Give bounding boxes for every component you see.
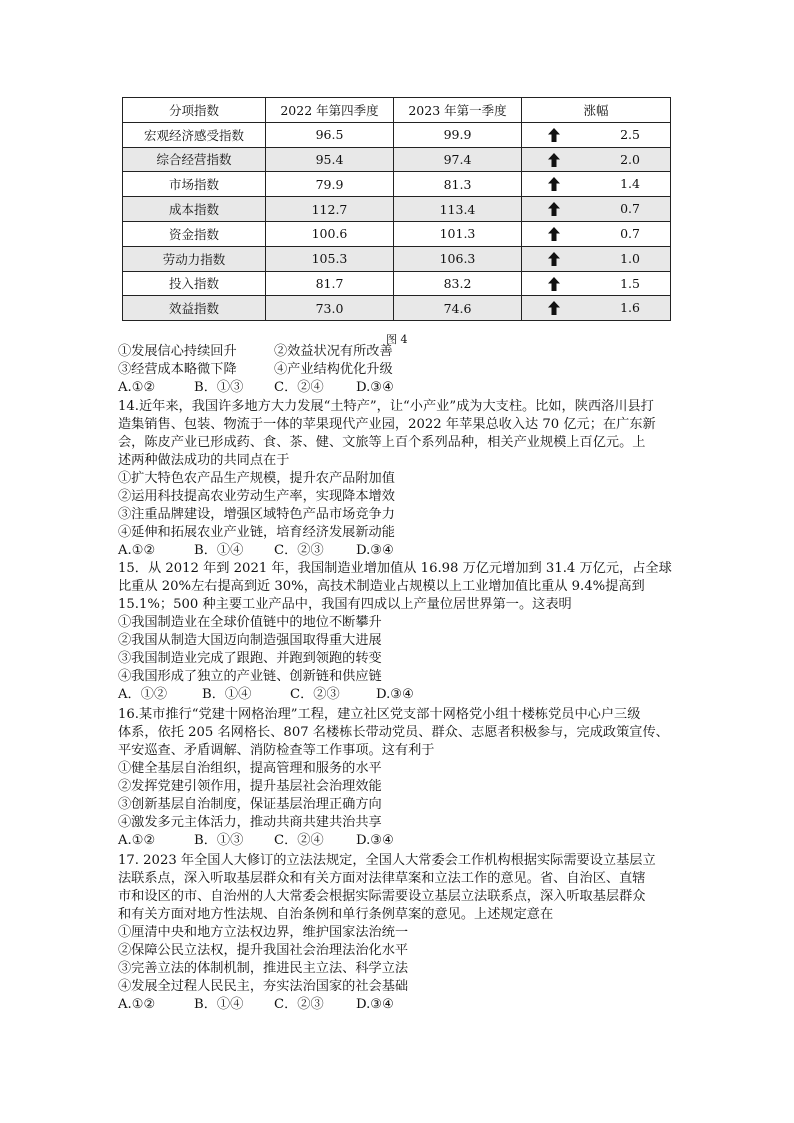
q15-option-d[interactable]: D.③④ bbox=[376, 687, 414, 702]
q13-option-c[interactable]: C．②④ bbox=[274, 380, 324, 395]
question-16 bbox=[118, 706, 678, 850]
q16-option-c[interactable]: C．②④ bbox=[274, 833, 324, 848]
q13-item: ③经营成本略微下降 bbox=[118, 362, 237, 377]
q17-item: ③完善立法的体制机制，推进民主立法、科学立法 bbox=[118, 961, 409, 976]
q16-item: ④激发多元主体活力，推动共商共建共治共享 bbox=[118, 815, 382, 830]
rise-cell bbox=[522, 197, 671, 222]
q17-option-d[interactable]: D.③④ bbox=[356, 997, 394, 1012]
q16-option-a[interactable]: A.①② bbox=[118, 833, 156, 848]
rise-value: 2.5 bbox=[620, 126, 640, 142]
question-15 bbox=[118, 560, 678, 704]
q14-option-a[interactable]: A.①② bbox=[118, 543, 156, 558]
q17-stem-line: 和有关方面对地方性法规、自治条例和单行条例草案的意见。上述规定意在 bbox=[118, 907, 554, 922]
table-row bbox=[123, 221, 671, 246]
index-2023q1-cell: 74.6 bbox=[394, 296, 522, 321]
index-2023q1-cell: 101.3 bbox=[394, 221, 522, 246]
rise-cell bbox=[522, 172, 671, 197]
index-table-container bbox=[122, 97, 670, 321]
q13-item: ④产业结构优化升级 bbox=[274, 362, 393, 377]
q13-items-row-1 bbox=[118, 343, 678, 361]
q15-option-c[interactable]: C．②③ bbox=[290, 687, 340, 702]
index-2023q1-cell: 97.4 bbox=[394, 147, 522, 172]
table-row bbox=[123, 197, 671, 222]
index-2022q4-cell: 100.6 bbox=[266, 221, 394, 246]
index-2022q4-cell: 73.0 bbox=[266, 296, 394, 321]
q17-option-a[interactable]: A.①② bbox=[118, 997, 156, 1012]
q16-item: ①健全基层自治组织，提高管理和服务的水平 bbox=[118, 761, 382, 776]
q17-item: ②保障公民立法权，提升我国社会治理法治化水平 bbox=[118, 943, 409, 958]
rise-value: 1.4 bbox=[620, 176, 640, 192]
q13-options bbox=[118, 379, 678, 397]
q15-item: ④我国形成了独立的产业链、创新链和供应链 bbox=[118, 669, 382, 684]
q14-options bbox=[118, 542, 678, 560]
q14-option-d[interactable]: D.③④ bbox=[356, 543, 394, 558]
up-arrow-icon bbox=[548, 128, 560, 142]
rise-cell bbox=[522, 221, 671, 246]
q14-item: ①扩大特色农产品生产规模，提升农产品附加值 bbox=[118, 471, 395, 486]
index-2022q4-cell: 95.4 bbox=[266, 147, 394, 172]
q16-option-b[interactable]: B．①③ bbox=[194, 833, 244, 848]
q15-option-b[interactable]: B．①④ bbox=[202, 687, 252, 702]
question-14 bbox=[118, 398, 678, 560]
q13-item: ②效益状况有所改善 bbox=[274, 344, 393, 359]
q16-option-d[interactable]: D.③④ bbox=[356, 833, 394, 848]
header-2023q1: 2023 年第一季度 bbox=[394, 98, 522, 123]
q15-stem-line: 比重从 20%左右提高到近 30%，高技术制造业占规模以上工业增加值比重从 9.4%提高到 bbox=[118, 579, 645, 594]
index-name-cell: 投入指数 bbox=[123, 271, 266, 296]
table-header-row bbox=[123, 98, 671, 123]
up-arrow-icon bbox=[548, 227, 560, 241]
q15-options bbox=[118, 686, 678, 704]
rise-value: 1.5 bbox=[620, 275, 640, 291]
up-arrow-icon bbox=[548, 277, 560, 291]
question-13 bbox=[118, 343, 678, 397]
header-category: 分项指数 bbox=[123, 98, 266, 123]
index-2023q1-cell: 81.3 bbox=[394, 172, 522, 197]
index-name-cell: 综合经营指数 bbox=[123, 147, 266, 172]
q13-items-row-2 bbox=[118, 361, 678, 379]
table-row bbox=[123, 246, 671, 271]
q16-stem-line: 体系，依托 205 名网格长、807 名楼栋长带动党员、群众、志愿者积极参与，完成政策宣传、 bbox=[118, 725, 669, 740]
q14-option-b[interactable]: B．①④ bbox=[194, 543, 244, 558]
index-name-cell: 成本指数 bbox=[123, 197, 266, 222]
q15-item: ①我国制造业在全球价值链中的地位不断攀升 bbox=[118, 615, 382, 630]
q13-item: ①发展信心持续回升 bbox=[118, 344, 237, 359]
index-2022q4-cell: 112.7 bbox=[266, 197, 394, 222]
up-arrow-icon bbox=[548, 177, 560, 191]
q15-stem-line: 15.1%；500 种主要工业产品中，我国有四成以上产量位居世界第一。这表明 bbox=[118, 597, 572, 612]
table-row bbox=[123, 172, 671, 197]
index-name-cell: 宏观经济感受指数 bbox=[123, 122, 266, 147]
index-name-cell: 市场指数 bbox=[123, 172, 266, 197]
rise-value: 0.7 bbox=[620, 225, 640, 241]
rise-cell bbox=[522, 122, 671, 147]
rise-value: 2.0 bbox=[620, 151, 640, 167]
table-row bbox=[123, 296, 671, 321]
rise-cell bbox=[522, 296, 671, 321]
index-2022q4-cell: 79.9 bbox=[266, 172, 394, 197]
header-2022q4: 2022 年第四季度 bbox=[266, 98, 394, 123]
index-2023q1-cell: 99.9 bbox=[394, 122, 522, 147]
index-2022q4-cell: 81.7 bbox=[266, 271, 394, 296]
q16-item: ③创新基层自治制度，保证基层治理正确方向 bbox=[118, 797, 382, 812]
q16-stem-line: 16.某市推行“党建十网格治理”工程，建立社区党支部十网格党小组十楼栋党员中心户三级 bbox=[118, 707, 641, 722]
index-2022q4-cell: 105.3 bbox=[266, 246, 394, 271]
table-row bbox=[123, 271, 671, 296]
header-rise: 涨幅 bbox=[522, 98, 671, 123]
index-name-cell: 劳动力指数 bbox=[123, 246, 266, 271]
q15-option-a[interactable]: A．①② bbox=[118, 687, 168, 702]
index-2023q1-cell: 83.2 bbox=[394, 271, 522, 296]
q17-option-b[interactable]: B．①④ bbox=[194, 997, 244, 1012]
q14-stem-line: 14.近年来，我国许多地方大力发展“土特产”，让“小产业”成为大支柱。比如，陕西洛川县打 bbox=[118, 399, 654, 414]
figure-caption: 图 4 bbox=[386, 333, 408, 346]
q14-stem-line: 述两种做法成功的共同点在于 bbox=[118, 453, 290, 468]
q17-item: ④发展全过程人民民主，夯实法治国家的社会基础 bbox=[118, 979, 409, 994]
rise-value: 1.6 bbox=[620, 300, 640, 316]
q14-item: ③注重品牌建设，增强区域特色产品市场竞争力 bbox=[118, 507, 395, 522]
q14-option-c[interactable]: C．②③ bbox=[274, 543, 324, 558]
rise-cell bbox=[522, 271, 671, 296]
q17-stem-line: 市和设区的市、自治州的人大常委会根据实际需要设立基层立法联系点，深入听取基层群众 bbox=[118, 889, 646, 904]
up-arrow-icon bbox=[548, 252, 560, 266]
q14-item: ④延伸和拓展农业产业链，培育经济发展新动能 bbox=[118, 525, 395, 540]
q16-options bbox=[118, 832, 678, 850]
index-table bbox=[122, 97, 671, 321]
q17-stem-line: 法联系点，深入听取基层群众和有关方面对法律草案和立法工作的意见。省、自治区、直辖 bbox=[118, 871, 646, 886]
rise-cell bbox=[522, 246, 671, 271]
index-name-cell: 效益指数 bbox=[123, 296, 266, 321]
index-2022q4-cell: 96.5 bbox=[266, 122, 394, 147]
table-row bbox=[123, 147, 671, 172]
q15-stem-line: 15．从 2012 年到 2021 年，我国制造业增加值从 16.98 万亿元增加到 31.4 万亿元，占全球 bbox=[118, 561, 672, 576]
q17-stem-line: 17. 2023 年全国人大修订的立法法规定，全国人大常委会工作机构根据实际需要设立基层立 bbox=[118, 853, 656, 868]
q16-item: ②发挥党建引领作用，提升基层社会治理效能 bbox=[118, 779, 382, 794]
rise-value: 0.7 bbox=[620, 201, 640, 217]
q17-option-c[interactable]: C．②③ bbox=[274, 997, 324, 1012]
index-2023q1-cell: 106.3 bbox=[394, 246, 522, 271]
up-arrow-icon bbox=[548, 202, 560, 216]
up-arrow-icon bbox=[548, 153, 560, 167]
question-17 bbox=[118, 852, 678, 1014]
q13-option-d[interactable]: D.③④ bbox=[356, 380, 394, 395]
q17-options bbox=[118, 996, 678, 1014]
index-name-cell: 资金指数 bbox=[123, 221, 266, 246]
table-row bbox=[123, 122, 671, 147]
q13-option-b[interactable]: B．①③ bbox=[194, 380, 244, 395]
q14-item: ②运用科技提高农业劳动生产率，实现降本增效 bbox=[118, 489, 395, 504]
q15-item: ③我国制造业完成了跟跑、并跑到领跑的转变 bbox=[118, 651, 382, 666]
rise-cell bbox=[522, 147, 671, 172]
index-2023q1-cell: 113.4 bbox=[394, 197, 522, 222]
q16-stem-line: 平安巡查、矛盾调解、消防检查等工作事项。这有利于 bbox=[118, 743, 435, 758]
q13-option-a[interactable]: A.①② bbox=[118, 380, 156, 395]
q15-item: ②我国从制造大国迈向制造强国取得重大进展 bbox=[118, 633, 382, 648]
rise-value: 1.0 bbox=[620, 250, 640, 266]
q14-stem-line: 会，陈皮产业已形成药、食、茶、健、文旅等上百个系列品种，相关产业规模上百亿元。上 bbox=[118, 435, 646, 450]
q14-stem-line: 造集销售、包装、物流于一体的苹果现代产业园，2022 年苹果总收入达 70 亿元；在广东新 bbox=[118, 417, 656, 432]
q17-item: ①厘清中央和地方立法权边界，维护国家法治统一 bbox=[118, 925, 409, 940]
up-arrow-icon bbox=[548, 301, 560, 315]
